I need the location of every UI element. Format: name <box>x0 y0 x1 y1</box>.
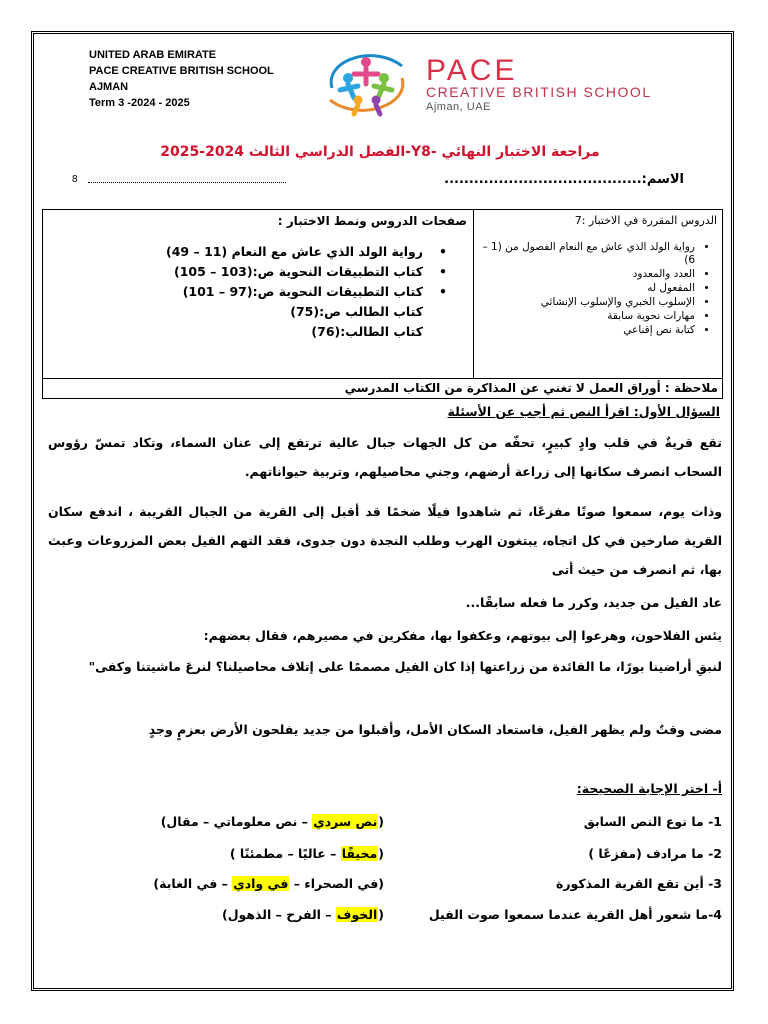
list-item: • العدد والمعدود <box>479 268 695 281</box>
pages-heading: صفحات الدروس ونمط الاختبار : <box>277 214 467 228</box>
grade-label: 8 <box>72 174 78 185</box>
brand-wordmark <box>426 54 652 114</box>
correct-answer-highlight: نص سردي <box>313 814 378 829</box>
grade-dotted-line <box>88 182 286 183</box>
passage-paragraph: يئس الفلاحون، وهرعوا إلى بيوتهم، وعكفوا بها، مفكرين في مصيرهم، فقال بعضهم: <box>203 628 722 643</box>
question1-heading: السؤال الأول: اقرأ النص ثم أجب عن الأسئلة <box>447 404 720 419</box>
list-item: كتاب الطالب:(76) <box>311 324 423 339</box>
student-name-field[interactable]: الاسم:........................................ <box>444 172 684 187</box>
list-item: • مهارات نحوية سابقة <box>479 310 695 323</box>
country-line: UNITED ARAB EMIRATE <box>89 49 217 61</box>
lessons-list <box>479 241 717 337</box>
lessons-heading: الدروس المقررة في الاختبار :7 <box>574 214 717 227</box>
lessons-column <box>479 214 717 338</box>
list-item: كتاب التطبيقات النحوية ص:(97 – 101) • <box>49 282 423 302</box>
mcq-question: 2- ما مرادف (مفزعًا ) <box>588 846 722 861</box>
list-item: • الإسلوب الخبري والإسلوب الإنشائي <box>479 296 695 309</box>
brand-location: Ajman, UAE <box>426 101 491 113</box>
city-line: AJMAN <box>89 81 129 93</box>
syllabus-box <box>42 209 723 379</box>
brand-subtitle: CREATIVE BRITISH SCHOOL <box>426 84 652 100</box>
passage-paragraph: مضى وقتٌ ولم يظهر الفيل، فاستعاد السكان الأمل، وأقبلوا من جديد يفلحون الأرض بعزمٍ وجدٍ <box>148 722 722 737</box>
brand-name: PACE <box>426 54 518 87</box>
passage-paragraph: وذات يوم، سمعوا صوتًا مفزعًا، ثم شاهدوا فيلًا ضخمًا قد أقبل إلى القرية من الجبال القريبة ، اندفع سكان القرية صارخين في كل اتجاه، يبتغون الهرب وطلب النجدة دون جدوى، فقد التهم الفيل بعض المزروعات وعبث بها، ثم انصرف من حيث أتى <box>48 504 722 577</box>
mcq-options: (مخيفًا – عاليًا – مطمئنًا ) <box>229 846 384 861</box>
box-divider <box>473 210 474 378</box>
correct-answer-highlight: في وادي <box>233 876 289 891</box>
mcq-options: (في الصحراء – في وادي – في الغابة) <box>153 876 384 891</box>
pace-logo-icon <box>314 48 418 118</box>
list-item: • المفعول له <box>479 282 695 295</box>
mcq-row <box>48 876 722 898</box>
mcq-options: (نص سردي – نص معلوماتي – مقال) <box>160 814 384 829</box>
mcq-question: 1- ما نوع النص السابق <box>583 814 722 829</box>
pages-column <box>49 214 469 342</box>
list-item: كتاب التطبيقات النحوية ص:(103 – 105) • <box>49 262 423 282</box>
passage-paragraph: لنبقِ أراضينا بورًا، ما الفائدة من زراعتها إذا كان الفيل مصممًا على إتلاف محاصيلنا؟ لنرعَ ماشيتنا وكفى" <box>88 659 722 674</box>
pages-list <box>49 242 469 342</box>
passage-paragraph: عاد الفيل من جديد، وكرر ما فعله سابقًا... <box>465 595 722 610</box>
term-line: Term 3 -2024 - 2025 <box>89 97 190 109</box>
exam-title: مراجعة الاختبار النهائي -Y8-الفصل الدراسي الثالث 2024-2025 <box>160 144 600 160</box>
mcq-row <box>48 907 722 929</box>
list-item: • كتابة نص إقناعي <box>479 324 695 337</box>
mcq-question: 4-ما شعور أهل القرية عندما سمعوا صوت الفيل <box>428 907 722 922</box>
list-item: كتاب الطالب ص:(75) <box>290 304 423 319</box>
section-a-heading: أ- اختر الإجابة الصحيحة: <box>576 781 722 796</box>
correct-answer-highlight: مخيفًا <box>341 846 378 861</box>
list-item: • رواية الولد الذي عاش مع النعام الفصول من (1 – 6) <box>479 241 695 267</box>
list-item: رواية الولد الذي عاش مع النعام (11 – 49) • <box>49 242 423 262</box>
mcq-options: (الخوف – الفرح – الذهول) <box>221 907 384 922</box>
school-line: PACE CREATIVE BRITISH SCHOOL <box>89 65 274 77</box>
correct-answer-highlight: الخوف <box>336 907 378 922</box>
mcq-row <box>48 814 722 836</box>
note-bar: ملاحظة : أوراق العمل لا تغني عن المذاكرة من الكتاب المدرسي <box>42 379 723 399</box>
school-header-text <box>89 47 274 111</box>
passage-paragraph: تقع قريةٌ في قلب وادٍ كبيرٍ، تحفّه من كل الجهات جبال عالية ترتفع إلى عنان السماء، وتكاد تمسّ رؤوس السحاب انصرف سكانها إلى زراعة أرضهم، وجني محاصيلهم، وتربية حيواناتهم. <box>48 435 722 479</box>
mcq-row <box>48 846 722 868</box>
mcq-question: 3- أين تقع القرية المذكورة <box>555 876 722 891</box>
